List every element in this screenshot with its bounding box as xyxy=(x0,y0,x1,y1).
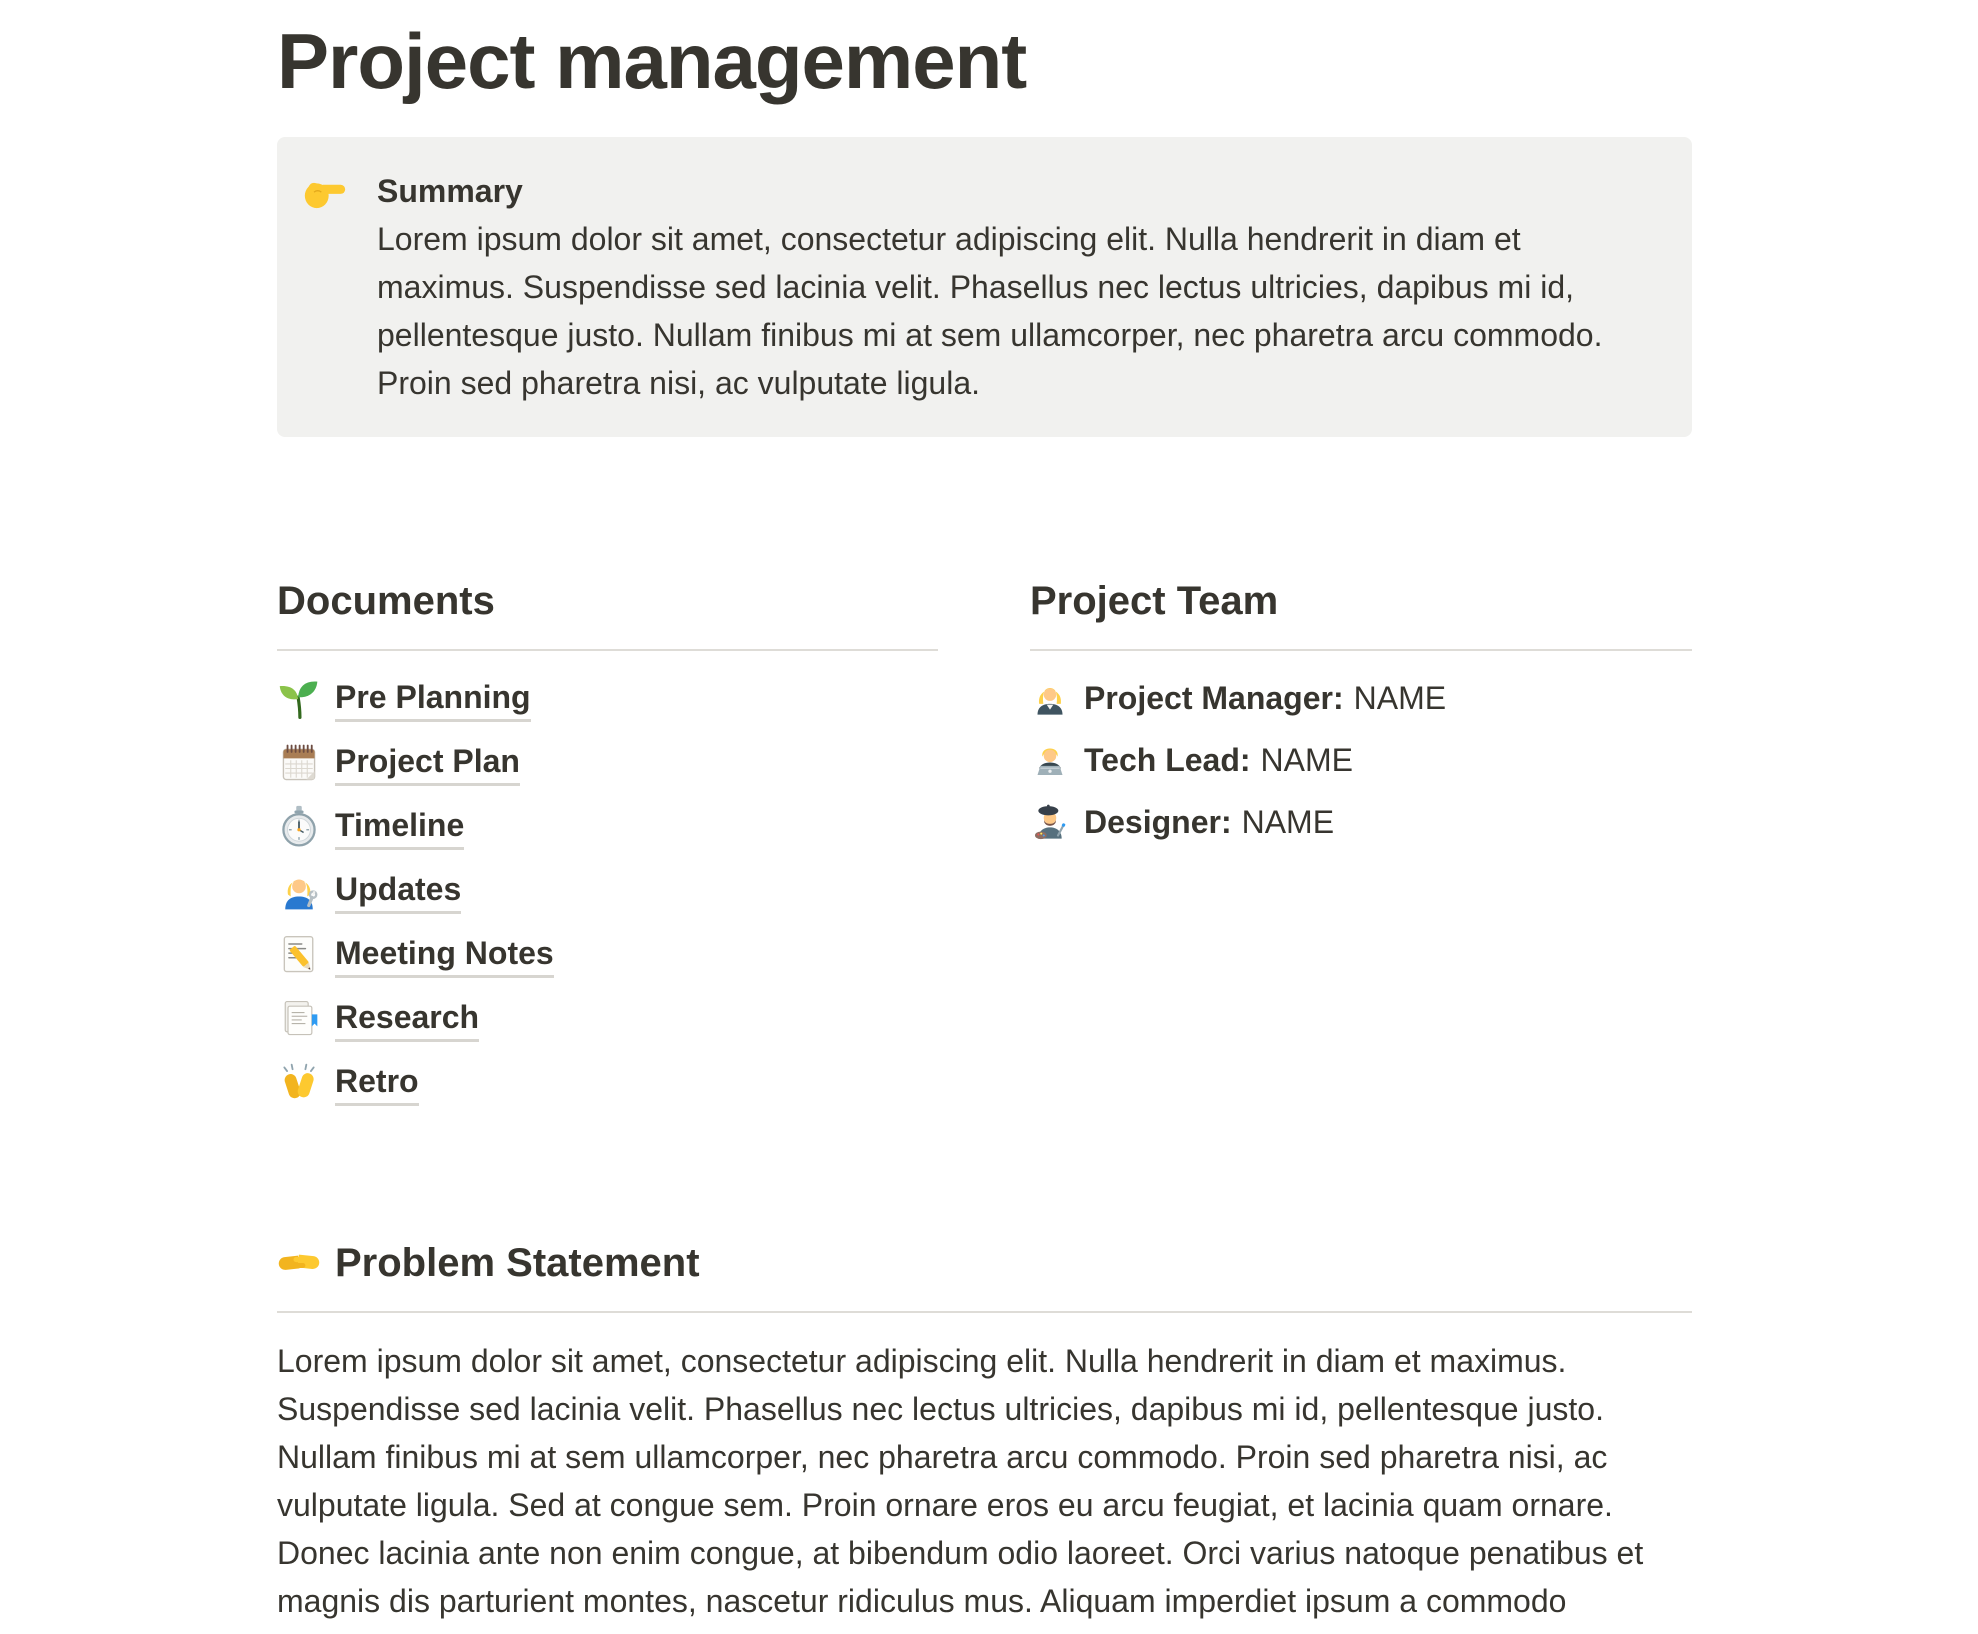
woman-mechanic-icon xyxy=(277,869,321,913)
bookmark-tabs-icon xyxy=(277,997,321,1041)
documents-list xyxy=(277,667,938,1115)
man-artist-icon xyxy=(1030,802,1070,842)
document-link[interactable]: Timeline xyxy=(277,795,938,859)
page-title: Project management xyxy=(277,17,1027,105)
documents-heading: Documents xyxy=(277,579,495,623)
point-right-icon xyxy=(303,171,347,215)
divider xyxy=(1030,649,1692,651)
summary-callout xyxy=(277,137,1692,437)
document-link[interactable]: Updates xyxy=(277,859,938,923)
divider xyxy=(277,649,938,651)
clapping-hands-icon xyxy=(277,1061,321,1105)
divider xyxy=(277,1311,1692,1313)
problem-heading xyxy=(277,1235,1692,1291)
team-list xyxy=(1030,667,1692,853)
callout-body xyxy=(377,167,1658,407)
team-member-row: Tech Lead: NAME xyxy=(1030,729,1692,791)
memo-icon xyxy=(277,933,321,977)
problem-body: Lorem ipsum dolor sit amet, consectetur adipiscing elit. Nulla hendrerit in diam et maximus. Suspendisse sed lacinia velit. Phasellus nec lectus ultricies, dapibus mi id, pellentesque justo. Nullam finibus mi at sem ullamcorper, nec pharetra arcu commodo. Proin sed pharetra nisi, ac vulputate ligula. Sed at congue sem. Proin ornare eros eu arcu feugiat, et lacinia quam ornare. Donec lacinia ante non enim congue, at bibendum odio laoreet. Orci varius natoque penatibus et magnis dis parturient montes, nascetur ridiculus mus. Aliquam imperdiet ipsum a commodo xyxy=(277,1343,1644,1619)
team-member-row: Project Manager: NAME xyxy=(1030,667,1692,729)
team-member-row: Designer: NAME xyxy=(1030,791,1692,853)
stopwatch-icon xyxy=(277,805,321,849)
callout-text: Lorem ipsum dolor sit amet, consectetur adipiscing elit. Nulla hendrerit in diam et maximus. Suspendisse sed lacinia velit. Phasellus nec lectus ultricies, dapibus mi id, pellentesque justo. Nullam finibus mi at sem ullamcorper, nec pharetra arcu commodo. Proin sed pharetra nisi, ac vulputate ligula. xyxy=(377,221,1603,401)
seedling-icon xyxy=(277,677,321,721)
callout-heading: Summary xyxy=(377,173,523,209)
two-column-section xyxy=(277,573,1692,1115)
team-column xyxy=(1030,573,1692,1115)
problem-heading-text: Problem Statement xyxy=(335,1241,700,1285)
woman-office-worker-icon xyxy=(1030,678,1070,718)
documents-column xyxy=(277,573,938,1115)
document-link[interactable]: Retro xyxy=(277,1051,938,1115)
document-link[interactable]: Project Plan xyxy=(277,731,938,795)
handshake-icon xyxy=(277,1241,321,1285)
page-content xyxy=(277,0,1692,1625)
spiral-calendar-icon xyxy=(277,741,321,785)
document-link[interactable]: Research xyxy=(277,987,938,1051)
document-link[interactable]: Pre Planning xyxy=(277,667,938,731)
problem-section xyxy=(277,1235,1692,1625)
document-link[interactable]: Meeting Notes xyxy=(277,923,938,987)
man-technologist-icon xyxy=(1030,740,1070,780)
team-heading: Project Team xyxy=(1030,579,1279,623)
